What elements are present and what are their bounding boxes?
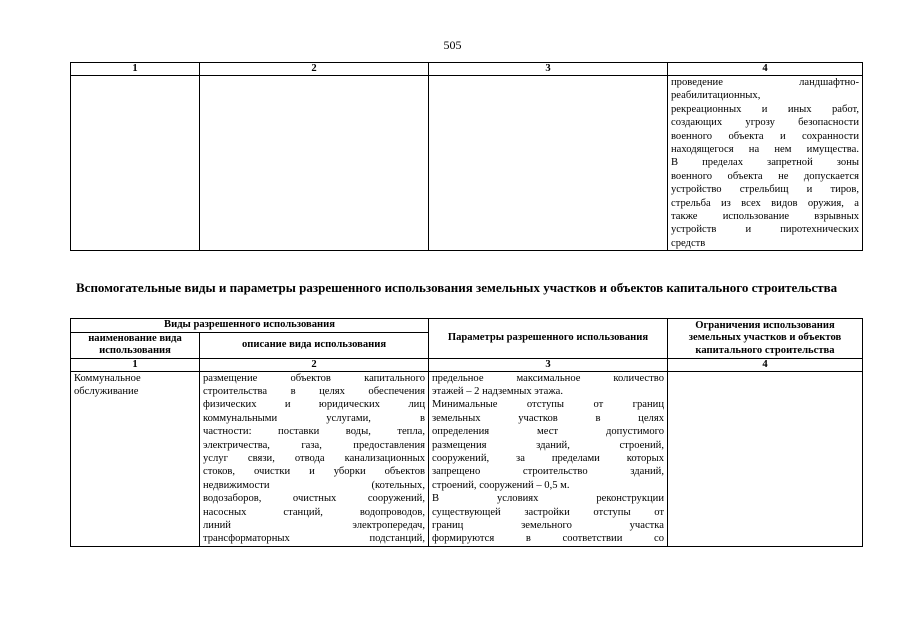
text-line: трансформаторных подстанций,: [203, 533, 425, 545]
text-line: определения мест допустимого: [432, 426, 664, 438]
text-line: стоков, очистки и уборки объектов: [203, 466, 425, 478]
text-line: предельное максимальное количество: [432, 372, 664, 384]
text-line: существующей застройки отступы от: [432, 506, 664, 518]
column-number: 2: [200, 358, 429, 371]
text-line: находящегося на нем имущества.: [671, 144, 859, 156]
text-line: создающих угрозу безопасности: [671, 117, 859, 129]
permitted-use-table: [70, 318, 863, 547]
text-line: коммунальными услугами, в: [203, 412, 425, 424]
header-name: наименование вида использования: [71, 332, 200, 358]
use-name-cell: Коммунальное обслуживание: [71, 371, 200, 546]
text-line: линий электропередач,: [203, 519, 425, 531]
text-line: электричества, газа, предоставления: [203, 439, 425, 451]
use-description-cell: [200, 371, 429, 546]
text-line: устройств и пиротехнических: [671, 224, 859, 236]
text-line: границ земельного участка: [432, 519, 664, 531]
column-number: 3: [429, 358, 668, 371]
column-number-row: [71, 358, 863, 371]
header-group: Виды разрешенного использования: [71, 319, 429, 333]
column-number: 4: [668, 358, 863, 371]
text-line: В пределах запретной зоны: [671, 157, 859, 169]
text-line: размещение объектов капитального: [203, 372, 425, 384]
column-number-row: [71, 63, 863, 76]
text-line: В условиях реконструкции: [432, 493, 664, 505]
column-number: 3: [429, 63, 668, 76]
text-line: запрещено строительство зданий,: [432, 466, 664, 478]
text-line: военного объекта не допускается: [671, 170, 859, 182]
header-limits: Ограничения использования земельных участков и объектов капитального строительства: [668, 319, 863, 359]
text-line: насосных станций, водопроводов,: [203, 506, 425, 518]
text-line: строительства в целях обеспечения: [203, 385, 425, 397]
empty-cell: [200, 76, 429, 251]
text-line: рекреационных и иных работ,: [671, 103, 859, 115]
page-number: 505: [443, 38, 462, 52]
empty-cell: [71, 76, 200, 251]
header-params: Параметры разрешенного использования: [429, 319, 668, 359]
empty-cell: [429, 76, 668, 251]
restrictions-cell: [668, 76, 863, 251]
text-line: сооружений, за пределами которых: [432, 452, 664, 464]
text-line: военного объекта и сохранности: [671, 130, 859, 142]
text-line: недвижимости (котельных,: [203, 479, 425, 491]
empty-cell: [668, 371, 863, 546]
text-line: средств: [671, 237, 706, 249]
text-line: реабилитационных,: [671, 90, 761, 102]
text-line: физических и юридических лиц: [203, 399, 425, 411]
text-line: также использование взрывных: [671, 211, 859, 223]
column-number: 1: [71, 358, 200, 371]
text-line: устройство стрельбищ и тиров,: [671, 184, 859, 196]
text-line: формируются в соответствии со: [432, 533, 664, 545]
text-line: стрельба из всех видов оружия, а: [671, 197, 859, 209]
table-row: [71, 371, 863, 546]
text-line: этажей – 2 надземных этажа.: [432, 385, 563, 397]
table-row: [71, 76, 863, 251]
text-line: проведение ландшафтно-: [671, 77, 859, 88]
header-desc: описание вида использования: [200, 332, 429, 358]
column-number: 4: [668, 63, 863, 76]
column-number: 1: [71, 63, 200, 76]
text-line: земельных участков в целях: [432, 412, 664, 424]
text-line: размещения зданий, строений,: [432, 439, 664, 451]
text-line: водозаборов, очистных сооружений,: [203, 493, 425, 505]
text-line: услуг связи, отвода канализационных: [203, 452, 425, 464]
text-line: строений, сооружений – 0,5 м.: [432, 479, 570, 491]
text-line: частности: поставки воды, тепла,: [203, 426, 425, 438]
continued-table: [70, 62, 863, 251]
section-heading: Вспомогательные виды и параметры разрешенного использования земельных участков и объектов капитального строительства: [76, 280, 838, 295]
text-line: Минимальные отступы от границ: [432, 399, 664, 411]
use-params-cell: [429, 371, 668, 546]
column-number: 2: [200, 63, 429, 76]
header-row: [71, 319, 863, 333]
